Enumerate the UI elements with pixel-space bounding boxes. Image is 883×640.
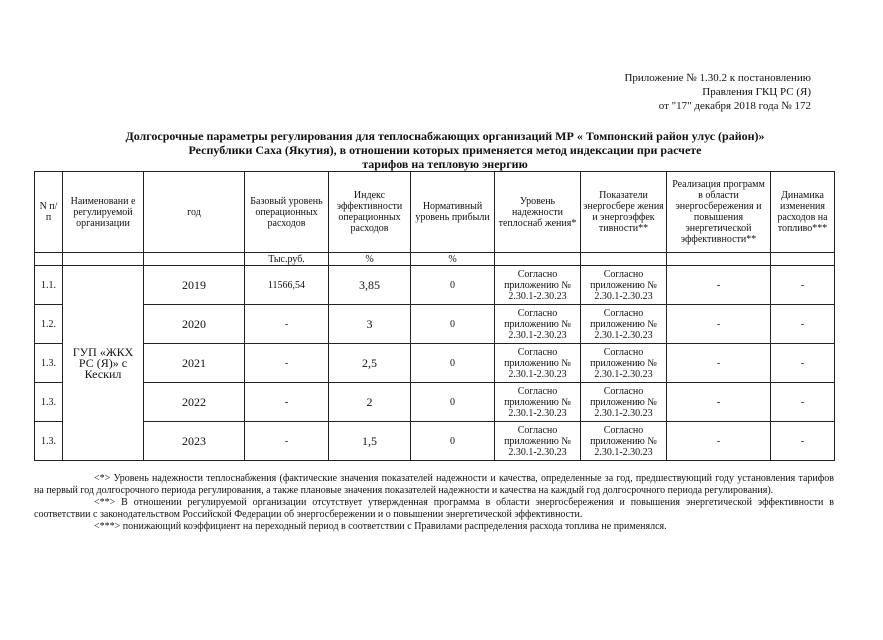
footnote-3: <***> понижающий коэффициент на переходный период в соответствии с Правилами распределения расхода топлива не применялся. [94, 521, 667, 532]
row-programs: - [667, 422, 771, 461]
row-base: - [245, 422, 329, 461]
row-programs: - [667, 383, 771, 422]
units-profit: % [411, 253, 495, 266]
header-base: Базовый уровень операционных расходов [245, 172, 329, 253]
row-index: 2 [329, 383, 411, 422]
header-index: Индекс эффективности операционных расходов [329, 172, 411, 253]
header-programs: Реализация программ в области энергосбережения и повышения энергетической эффективности** [667, 172, 771, 253]
header-reliability: Уровень надежности теплоснаб жения* [495, 172, 581, 253]
row-fuel: - [771, 383, 835, 422]
row-num: 1.2. [35, 305, 63, 344]
row-base: - [245, 344, 329, 383]
row-programs: - [667, 344, 771, 383]
header-row [35, 172, 835, 253]
header-year: год [144, 172, 245, 253]
row-year: 2019 [144, 266, 245, 305]
units-empty [667, 253, 771, 266]
row-base: - [245, 383, 329, 422]
row-num: 1.3. [35, 344, 63, 383]
row-year: 2022 [144, 383, 245, 422]
row-profit: 0 [411, 305, 495, 344]
units-empty [771, 253, 835, 266]
row-year: 2020 [144, 305, 245, 344]
document-title [60, 129, 830, 171]
row-index: 3,85 [329, 266, 411, 305]
row-reliability: Согласно приложению № 2.30.1-2.30.23 [495, 344, 581, 383]
approval-line-3: от "17" декабря 2018 года № 172 [658, 100, 811, 112]
table-row [35, 305, 835, 344]
row-programs: - [667, 305, 771, 344]
row-num: 1.1. [35, 266, 63, 305]
approval-line-1: Приложение № 1.30.2 к постановлению [624, 72, 811, 84]
units-base: Тыс.руб. [245, 253, 329, 266]
units-empty [144, 253, 245, 266]
row-base: 11566,54 [245, 266, 329, 305]
org-name: ГУП «ЖКХ РС (Я)» с Кескил [63, 266, 144, 461]
units-row [35, 253, 835, 266]
row-profit: 0 [411, 383, 495, 422]
units-empty [63, 253, 144, 266]
units-empty [581, 253, 667, 266]
row-num: 1.3. [35, 383, 63, 422]
title-line-1: Долгосрочные параметры регулирования для теплоснабжающих организаций МР « Томпонский район улус (район)» [125, 129, 765, 143]
footnote-2: <**> В отношении регулируемой организации отсутствует утвержденная программа в области энергосбережения и повышения энергетической эффективности в соответствии с законодательством Российской Федерации об энергосбережении и о повышении энергетической эффективности. [34, 497, 834, 520]
row-programs: - [667, 266, 771, 305]
row-year: 2023 [144, 422, 245, 461]
row-num: 1.3. [35, 422, 63, 461]
header-fuel: Динамика изменения расходов на топливо*** [771, 172, 835, 253]
row-energy: Согласно приложению № 2.30.1-2.30.23 [581, 305, 667, 344]
row-reliability: Согласно приложению № 2.30.1-2.30.23 [495, 305, 581, 344]
table-row [35, 422, 835, 461]
units-index: % [329, 253, 411, 266]
row-profit: 0 [411, 344, 495, 383]
row-energy: Согласно приложению № 2.30.1-2.30.23 [581, 422, 667, 461]
parameters-table [34, 171, 835, 461]
table-row [35, 383, 835, 422]
row-year: 2021 [144, 344, 245, 383]
row-fuel: - [771, 305, 835, 344]
row-index: 1,5 [329, 422, 411, 461]
row-reliability: Согласно приложению № 2.30.1-2.30.23 [495, 422, 581, 461]
row-reliability: Согласно приложению № 2.30.1-2.30.23 [495, 266, 581, 305]
header-profit: Нормативный уровень прибыли [411, 172, 495, 253]
row-fuel: - [771, 422, 835, 461]
footnotes [34, 473, 834, 534]
row-index: 3 [329, 305, 411, 344]
table-row [35, 344, 835, 383]
units-empty [495, 253, 581, 266]
row-fuel: - [771, 266, 835, 305]
row-index: 2,5 [329, 344, 411, 383]
row-profit: 0 [411, 422, 495, 461]
title-line-3: тарифов на тепловую энергию [362, 157, 528, 171]
row-fuel: - [771, 344, 835, 383]
header-energy: Показатели энергосбере жения и энергоэффек тивности** [581, 172, 667, 253]
table-row [35, 266, 835, 305]
footnote-1: <*> Уровень надежности теплоснабжения (фактические значения показателей надежности и качества, определенные за год, предшествующий году установления тарифов на первый год долгосрочного периода регулирования, а также плановые значения показателей надежности и качества на каждый год долгосрочного периода регулирования). [34, 473, 834, 496]
row-profit: 0 [411, 266, 495, 305]
row-energy: Согласно приложению № 2.30.1-2.30.23 [581, 344, 667, 383]
row-energy: Согласно приложению № 2.30.1-2.30.23 [581, 266, 667, 305]
header-num: N п/п [35, 172, 63, 253]
row-base: - [245, 305, 329, 344]
row-reliability: Согласно приложению № 2.30.1-2.30.23 [495, 383, 581, 422]
approval-line-2: Правления ГКЦ РС (Я) [702, 86, 811, 98]
header-org: Наименовани е регулируемой организации [63, 172, 144, 253]
row-energy: Согласно приложению № 2.30.1-2.30.23 [581, 383, 667, 422]
approval-block [551, 71, 811, 113]
title-line-2: Республики Саха (Якутия), в отношении которых применяется метод индексации при расчете [188, 143, 702, 157]
units-empty [35, 253, 63, 266]
